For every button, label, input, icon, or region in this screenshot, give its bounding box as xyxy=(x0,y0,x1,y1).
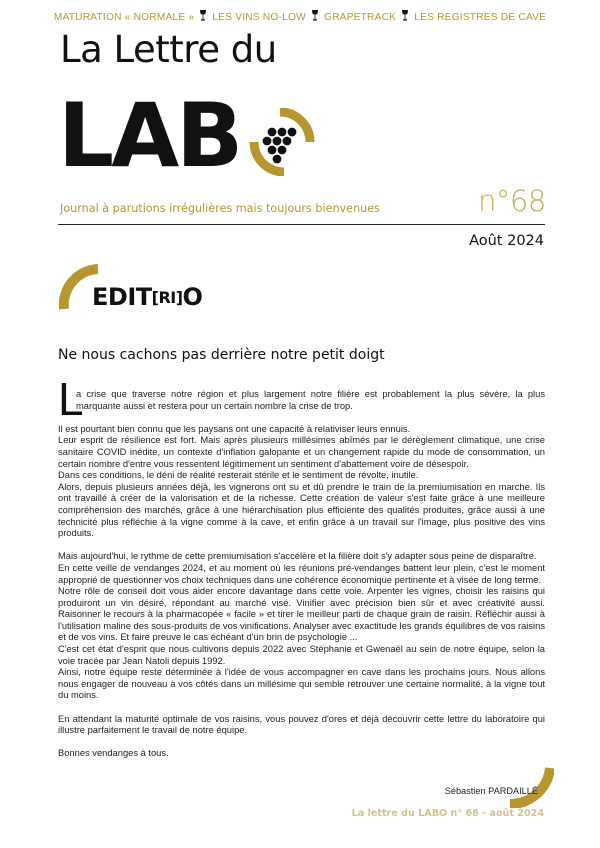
paragraph: Mais aujourd'hui, le rythme de cette premiumisation s'accélère et la filière doit s'y adapter sous peine de disparaître. xyxy=(58,551,537,562)
wine-glass-icon xyxy=(199,10,207,21)
paragraph: Alors, depuis plusieurs années déjà, les vignerons ont su et dû prendre le train de la premiumisation en marche. Ils ont travaillé à créer de la valorisation et de la richesse. Cette création de valeur s'est faite grâce à une meilleure compréhension des marchés, grâce à une hiérarchisation plus efficiente des qualités produites, grâce aussi à une technicité plus réfléchie à la vigne comme à la cave, et enfin grâce à un travail sur l'image, plus positive des vins produits. xyxy=(58,481,545,539)
editorial-headline: Ne nous cachons pas derrière notre petit doigt xyxy=(58,347,385,363)
top-nav xyxy=(0,10,600,23)
wine-glass-icon xyxy=(401,10,409,21)
editorial-title xyxy=(92,283,202,311)
masthead-title-line2: LAB xyxy=(58,84,241,187)
paragraph: Il est pourtant bien connu que les paysans ont une capacité à relativiser leurs ennuis. xyxy=(58,423,411,434)
grape-logo-icon xyxy=(248,108,316,176)
nav-item-no-low: LES VINS NO-LOW xyxy=(212,12,306,23)
paragraph: Notre rôle de conseil doit vous aider encore davantage dans cette voie. Arpenter les vignes, choisir les raisins qui produiront un vin désiré, répondant au marché visé. Vinifier avec précision bien sûr et avec créativité aussi. Raisonner le recours à la pharmacopée « facile » et tirer le meilleur parti de chaque grain de raisin. Réfléchir aussi à l'utilisation maline des sous-produits de vos vinifications. Analyser avec exactitude les grands équilibres de vos raisins et de vos vins. Et faire preuve le cas échéant d'un brin de psychologie ... xyxy=(58,586,545,643)
drop-cap: L xyxy=(58,373,84,425)
editorial-title-edit: EDIT xyxy=(92,283,152,311)
paragraph: En attendant la maturité optimale de vos raisins, vous pouvez d'ores et déjà découvrir cette lettre du laboratoire qui illustre parfaitement le travail de notre équipe. xyxy=(58,713,545,736)
nav-item-registres: LES REGISTRES DE CAVE xyxy=(414,12,547,23)
masthead-subtitle: Journal à parutions irrégulières mais toujours bienvenues xyxy=(60,202,380,215)
nav-item-grapetrack: GRAPETRACK xyxy=(323,12,397,23)
editorial-title-o: O xyxy=(182,283,203,311)
paragraph: C'est cet état d'esprit que nous cultivons depuis 2022 avec Stéphanie et Gwenaël au sein de notre équipe, selon la voie tracée par Jean Natoli depuis 1992. xyxy=(58,644,545,666)
issue-number: n°68 xyxy=(478,184,546,218)
editorial-body xyxy=(58,389,545,760)
masthead-title-line1: La Lettre du xyxy=(60,28,277,71)
issue-date: Août 2024 xyxy=(469,233,544,249)
paragraph: Leur esprit de résilience est fort. Mais après plusieurs millésimes abîmés par le dérèglement climatique, une crise sanitaire COVID inédite, un contexte d'inflation galopante et un changement rapide du mode de consommation, un certain nombre d'entre vous ressentent légitimement un sentiment d'abattement voire de désespoir. xyxy=(58,435,545,469)
paragraph: Bonnes vendanges à tous. xyxy=(58,748,169,759)
paragraph: Ainsi, notre équipe reste déterminée à l'idée de vous accompagner en cave dans les prochains jours. Nous allons nous engager de nouveau à vos côtés dans un millésime qui semble retrouver une certaine normalité, à la vigne tout du moins. xyxy=(58,667,545,701)
page-footer: La lettre du LABO n° 68 - août 2024 xyxy=(351,808,544,819)
paragraph: Dans ces conditions, le déni de réalité resterait stérile et le sentiment de révolte, inutile. xyxy=(58,470,419,481)
signature: Sébastien PARDAILLÉ xyxy=(444,786,538,796)
nav-item-maturation: MATURATION « NORMALE » xyxy=(53,12,195,23)
editorial-title-ri: [RI] xyxy=(151,288,183,307)
masthead-divider xyxy=(58,224,545,225)
paragraph: a crise que traverse notre région et plus largement notre filière est probablement la plus sévère, la plus marquante aussi et restera pour un certain nombre la crise de trop. xyxy=(76,389,545,411)
wine-glass-icon xyxy=(311,10,319,21)
paragraph: En cette veille de vendanges 2024, et au moment où les réunions pré-vendanges battent leur plein, c'est le moment approprié de questionner vos choix techniques dans une cohérence économique pertinente et à visée de long terme. xyxy=(58,562,545,585)
